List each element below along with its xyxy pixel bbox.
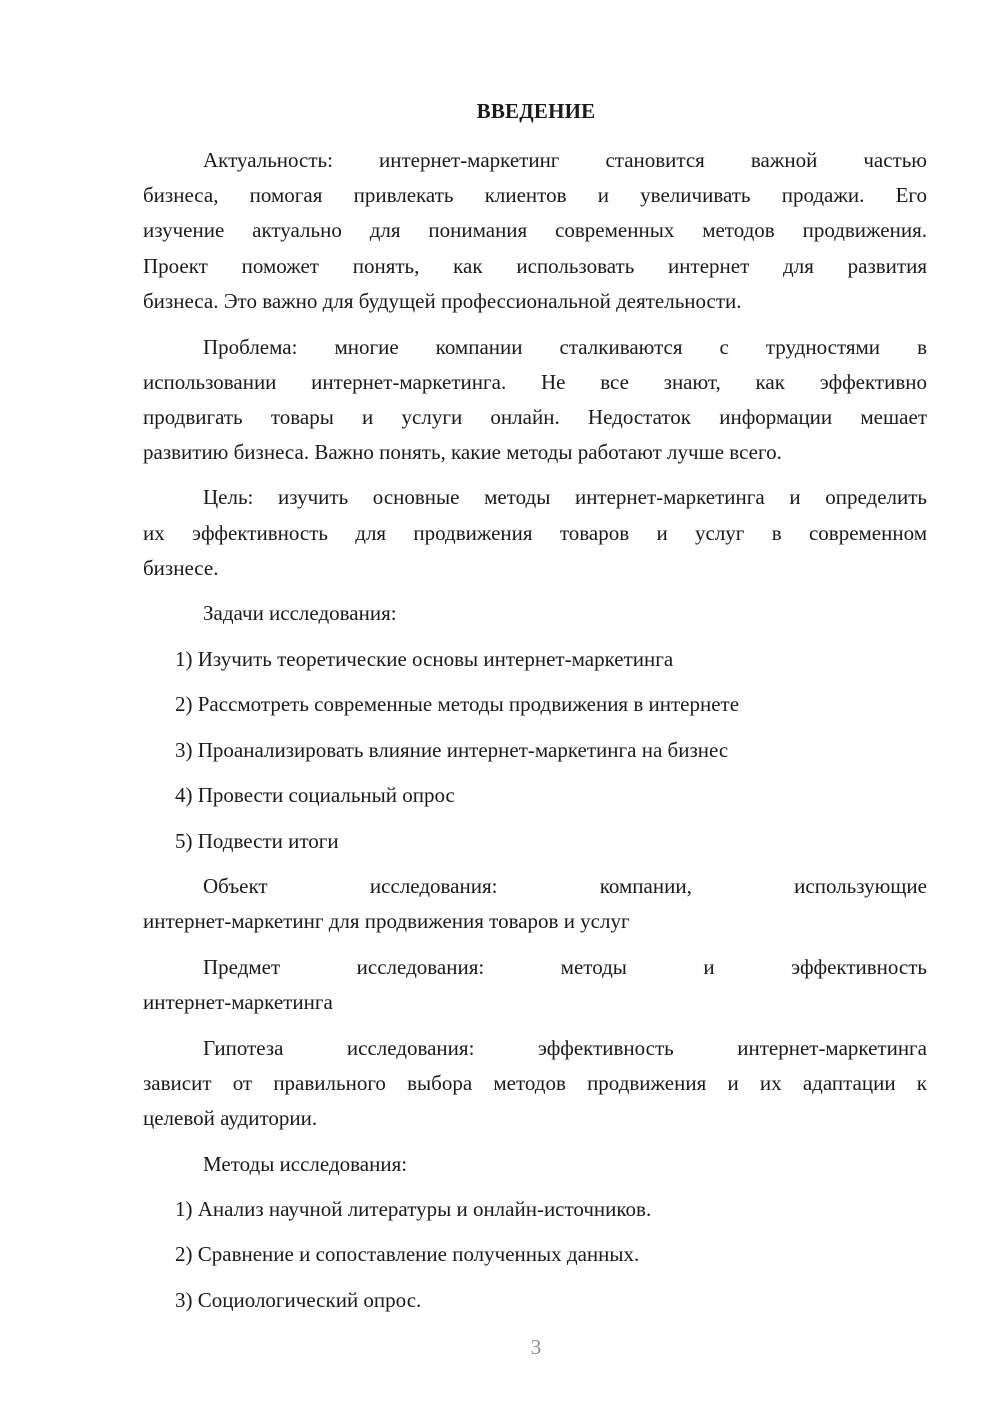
tasks-heading: Задачи исследования:	[203, 601, 397, 625]
paragraph-line: целевой аудитории.	[143, 1106, 318, 1130]
paragraph-line: интернет-маркетинга	[143, 990, 333, 1014]
paragraph-line: Проект поможет понять, как использовать интернет для развития	[143, 254, 927, 278]
paragraph-line: бизнесе.	[143, 556, 219, 580]
list-item: 2) Сравнение и сопоставление полученных данных.	[175, 1242, 640, 1266]
paragraph-line: Гипотеза исследования: эффективность интернет-маркетинга	[203, 1036, 927, 1060]
list-item: 2) Рассмотреть современные методы продвижения в интернете	[175, 692, 740, 716]
paragraph-line: использовании интернет-маркетинга. Не все знают, как эффективно	[143, 370, 927, 394]
paragraph-line: бизнеса. Это важно для будущей профессиональной деятельности.	[143, 289, 742, 313]
paragraph-line: зависит от правильного выбора методов продвижения и их адаптации к	[143, 1071, 927, 1095]
paragraph-line: развитию бизнеса. Важно понять, какие методы работают лучше всего.	[143, 440, 782, 464]
paragraph-line: Предмет исследования: методы и эффективность	[203, 955, 927, 979]
paragraph-line: Актуальность: интернет-маркетинг становится важной частью	[203, 148, 927, 172]
page-title: ВВЕДЕНИЕ	[476, 99, 596, 123]
paragraph-line: Объект исследования: компании, использующие	[203, 874, 927, 898]
list-item: 1) Изучить теоретические основы интернет-маркетинга	[175, 647, 674, 671]
paragraph-line: их эффективность для продвижения товаров и услуг в современном	[143, 521, 927, 545]
methods-heading: Методы исследования:	[203, 1152, 408, 1176]
paragraph-line: интернет-маркетинг для продвижения товаров и услуг	[143, 909, 630, 933]
paragraph-line: продвигать товары и услуги онлайн. Недостаток информации мешает	[143, 405, 927, 429]
list-item: 4) Провести социальный опрос	[175, 783, 455, 807]
paragraph-line: изучение актуально для понимания современных методов продвижения.	[143, 218, 927, 242]
list-item: 5) Подвести итоги	[175, 829, 339, 853]
list-item: 3) Проанализировать влияние интернет-маркетинга на бизнес	[175, 738, 729, 762]
paragraph-line: Проблема: многие компании сталкиваются с трудностями в	[203, 335, 927, 359]
list-item: 1) Анализ научной литературы и онлайн-источников.	[175, 1197, 652, 1221]
paragraph-line: бизнеса, помогая привлекать клиентов и увеличивать продажи. Его	[143, 183, 927, 207]
page-number: 3	[530, 1335, 542, 1359]
list-item: 3) Социологический опрос.	[175, 1288, 422, 1312]
paragraph-line: Цель: изучить основные методы интернет-маркетинга и определить	[203, 485, 927, 509]
